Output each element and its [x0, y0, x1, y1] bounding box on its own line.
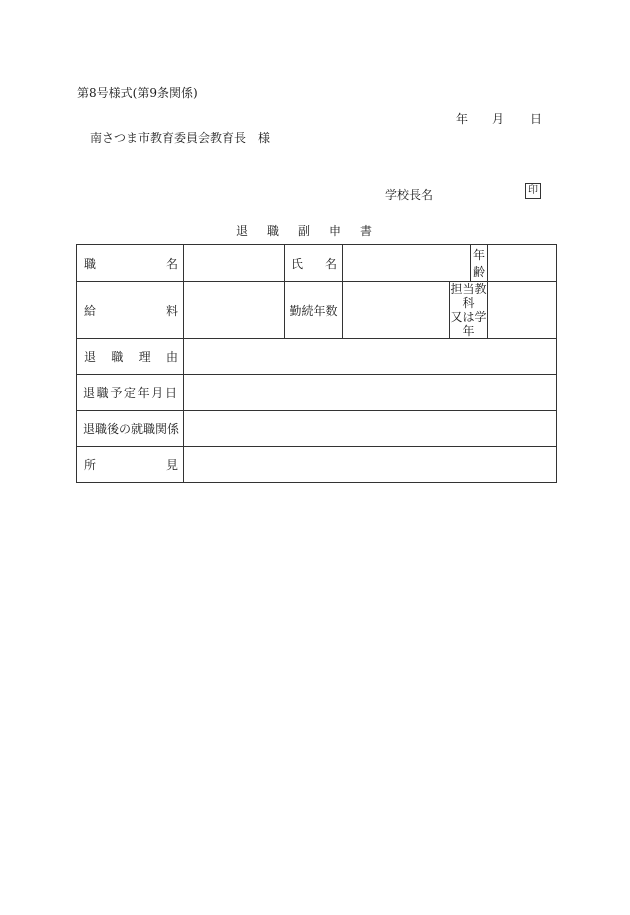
row-position [77, 245, 557, 282]
date-month-label: 月 [492, 112, 505, 126]
opinion-label-cell [77, 447, 184, 483]
planned-date-char: 日 [164, 386, 177, 400]
resignation-form-table [76, 244, 557, 483]
addressee: 南さつま市教育委員会教育長 様 [90, 131, 271, 145]
planned-date-value-cell[interactable] [184, 375, 557, 411]
reason-label-cell [77, 339, 184, 375]
salary-label-b: 料 [165, 303, 178, 318]
position-value-cell[interactable] [184, 245, 285, 282]
document-title [236, 222, 391, 239]
row-opinion [77, 447, 557, 483]
reason-char: 理 [138, 350, 151, 364]
row-reason [77, 339, 557, 375]
name-label-a: 氏 [291, 256, 304, 271]
opinion-label-b: 見 [165, 458, 178, 472]
row-planned-date [77, 375, 557, 411]
name-value-cell[interactable] [343, 245, 471, 282]
date-year-label: 年 [456, 112, 469, 126]
post-employment-label-cell [77, 411, 184, 447]
planned-date-label-cell [77, 375, 184, 411]
title-char: 副 [298, 224, 311, 238]
position-label-cell [77, 245, 184, 282]
reason-char: 職 [111, 350, 124, 364]
principal-name-label: 学校長名 [385, 188, 434, 202]
salary-label-cell [77, 282, 184, 339]
name-label-cell [285, 245, 343, 282]
title-char: 書 [360, 224, 373, 238]
service-years-value-cell[interactable] [343, 282, 450, 339]
title-char: 職 [267, 224, 280, 238]
row-post-employment [77, 411, 557, 447]
name-label-b: 名 [325, 256, 338, 271]
planned-date-char: 年 [137, 386, 150, 400]
reason-char: 退 [84, 350, 97, 364]
post-employment-label: 退職後の就職関係 [83, 422, 180, 436]
planned-date-char: 月 [151, 386, 164, 400]
subject-label-cell [450, 282, 488, 339]
salary-value-cell[interactable] [184, 282, 285, 339]
subject-value-cell[interactable] [488, 282, 557, 339]
position-label-b: 名 [165, 256, 178, 271]
age-value-cell[interactable] [488, 245, 557, 282]
opinion-value-cell[interactable] [184, 447, 557, 483]
reason-char: 由 [165, 350, 178, 364]
date-line [456, 110, 542, 127]
position-label-a: 職 [84, 256, 97, 271]
subject-label-line2: 又は学年 [450, 310, 487, 338]
age-label: 年齢 [473, 248, 486, 279]
salary-label-a: 給 [84, 303, 97, 318]
subject-label-line1: 担当教科 [450, 282, 487, 310]
form-number: 第8号様式(第9条関係) [77, 86, 198, 100]
reason-value-cell[interactable] [184, 339, 557, 375]
post-employment-value-cell[interactable] [184, 411, 557, 447]
row-salary [77, 282, 557, 339]
seal-mark: 印 [525, 183, 541, 199]
planned-date-char: 退 [83, 386, 96, 400]
opinion-label-a: 所 [84, 458, 97, 472]
service-years-label: 勤続年数 [289, 303, 338, 318]
planned-date-char: 定 [123, 386, 136, 400]
title-char: 申 [329, 224, 342, 238]
date-day-label: 日 [530, 112, 543, 126]
title-char: 退 [236, 224, 249, 238]
planned-date-char: 予 [110, 386, 123, 400]
service-years-label-cell [285, 282, 343, 339]
age-label-cell [471, 245, 488, 282]
planned-date-char: 職 [96, 386, 109, 400]
